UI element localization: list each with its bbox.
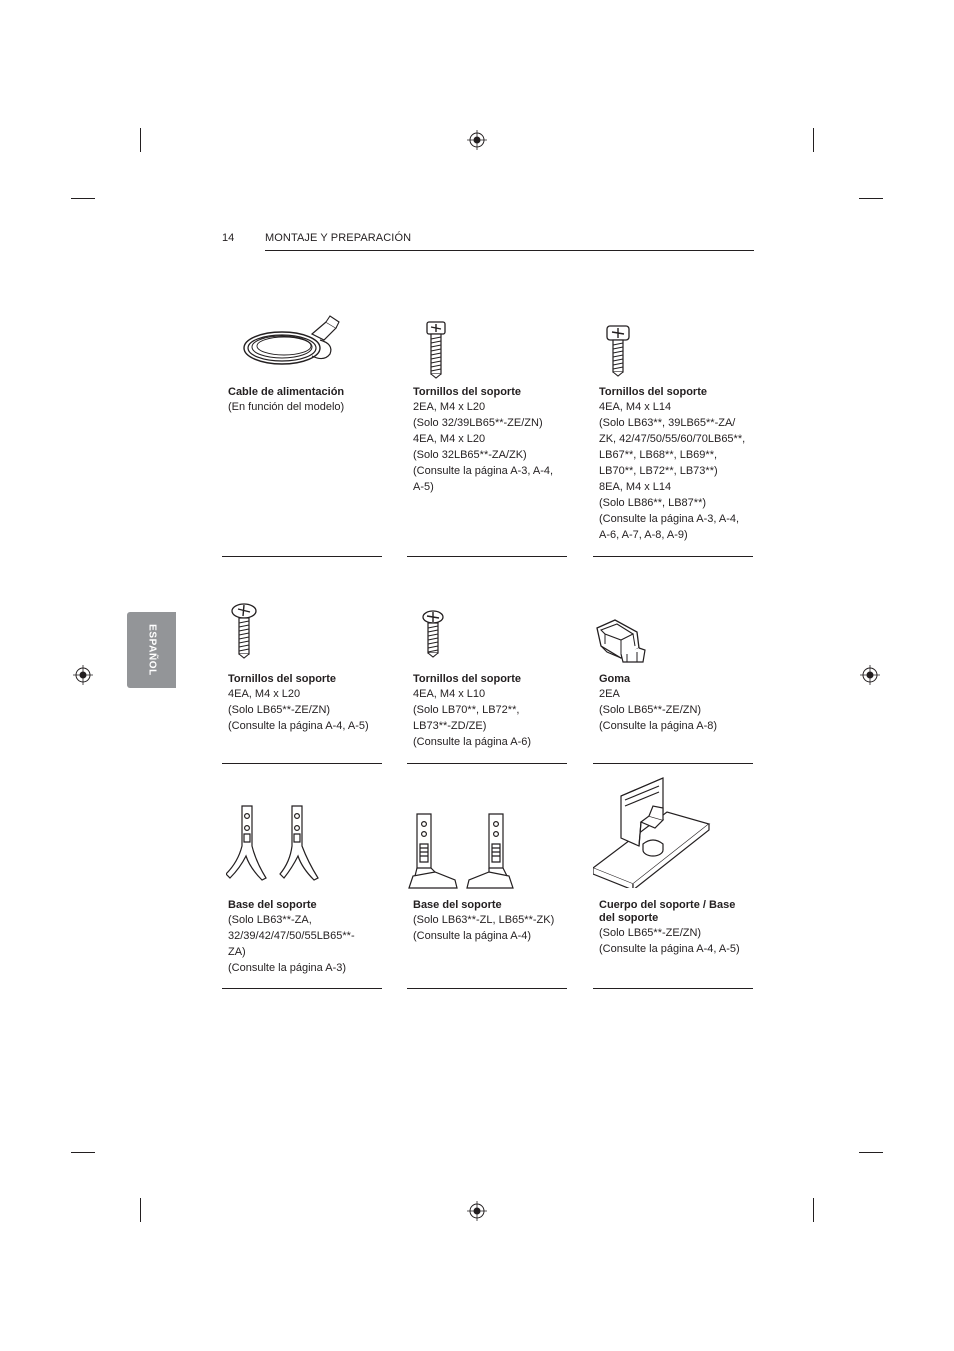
header-rule [265,250,754,251]
item-rule [407,988,567,989]
crop-mark [813,128,814,152]
stand-feet-icon [407,810,517,892]
item-rule [593,556,753,557]
language-tab [127,612,176,688]
registration-mark-icon [860,665,880,685]
crop-mark [859,198,883,199]
power-cable-icon [238,310,348,370]
item-title: Cuerpo del soporte / Base del soporte [599,899,736,924]
item-rule [222,763,382,764]
crop-mark [813,1198,814,1222]
item-rule [593,988,753,989]
registration-mark-icon [467,130,487,150]
stand-legs-icon [226,802,326,884]
item-description: (Solo LB63**-ZL, LB65**-ZK) (Consulte la página A-4) [413,914,555,942]
crop-mark [859,1152,883,1153]
item-rule [407,556,567,557]
rubber-pad-icon [593,618,649,668]
item-title: Tornillos del soporte [599,386,707,398]
item-title: Base del soporte [228,899,317,911]
language-tab-label: ESPAÑOL [146,624,157,676]
item-rule [407,763,567,764]
crop-mark [71,1152,95,1153]
crop-mark [71,198,95,199]
section-title: MONTAJE Y PREPARACIÓN [265,232,412,244]
item-description: 4EA, M4 x L20 (Solo LB65**-ZE/ZN) (Consulte la página A-4, A-5) [228,688,369,732]
screw-icon [425,320,447,380]
item-title: Tornillos del soporte [228,673,336,685]
item-description: 4EA, M4 x L14 (Solo LB63**, 39LB65**-ZA/ ZK, 42/47/50/55/60/70LB65**, LB67**, LB68**, LB69**, LB70**, LB72**, LB73**) 8EA, M4 x L14 (Solo LB86**, LB87**) (Consulte la página A-3, A-4, A-6, A-7, A-8, A-9) [599,401,746,541]
item-title: Tornillos del soporte [413,673,521,685]
item-description: (Solo LB65**-ZE/ZN) (Consulte la página A-4, A-5) [599,927,740,955]
screw-icon [421,610,445,660]
screw-icon [605,324,631,378]
item-title: Cable de alimentación [228,386,345,398]
item-title: Goma [599,673,631,685]
page-number: 14 [222,232,235,244]
item-description: 4EA, M4 x L10 (Solo LB70**, LB72**, LB73**-ZD/ZE) (Consulte la página A-6) [413,688,532,748]
item-title: Tornillos del soporte [413,386,521,398]
crop-mark [140,128,141,152]
item-description: 2EA, M4 x L20 (Solo 32/39LB65**-ZE/ZN) 4EA, M4 x L20 (Solo 32LB65**-ZA/ZK) (Consulte la página A-3, A-4, A-5) [413,401,554,493]
registration-mark-icon [467,1201,487,1221]
crop-mark [140,1198,141,1222]
stand-body-icon [593,776,711,888]
screw-icon [230,602,258,660]
item-description: (Solo LB63**-ZA, 32/39/42/47/50/55LB65**- ZA) (Consulte la página A-3) [228,914,355,974]
registration-mark-icon [73,665,93,685]
item-rule [222,988,382,989]
item-title: Base del soporte [413,899,502,911]
item-description: (En función del modelo) [228,401,345,413]
item-description: 2EA (Solo LB65**-ZE/ZN) (Consulte la página A-8) [599,688,718,732]
item-rule [593,763,753,764]
item-rule [222,556,382,557]
